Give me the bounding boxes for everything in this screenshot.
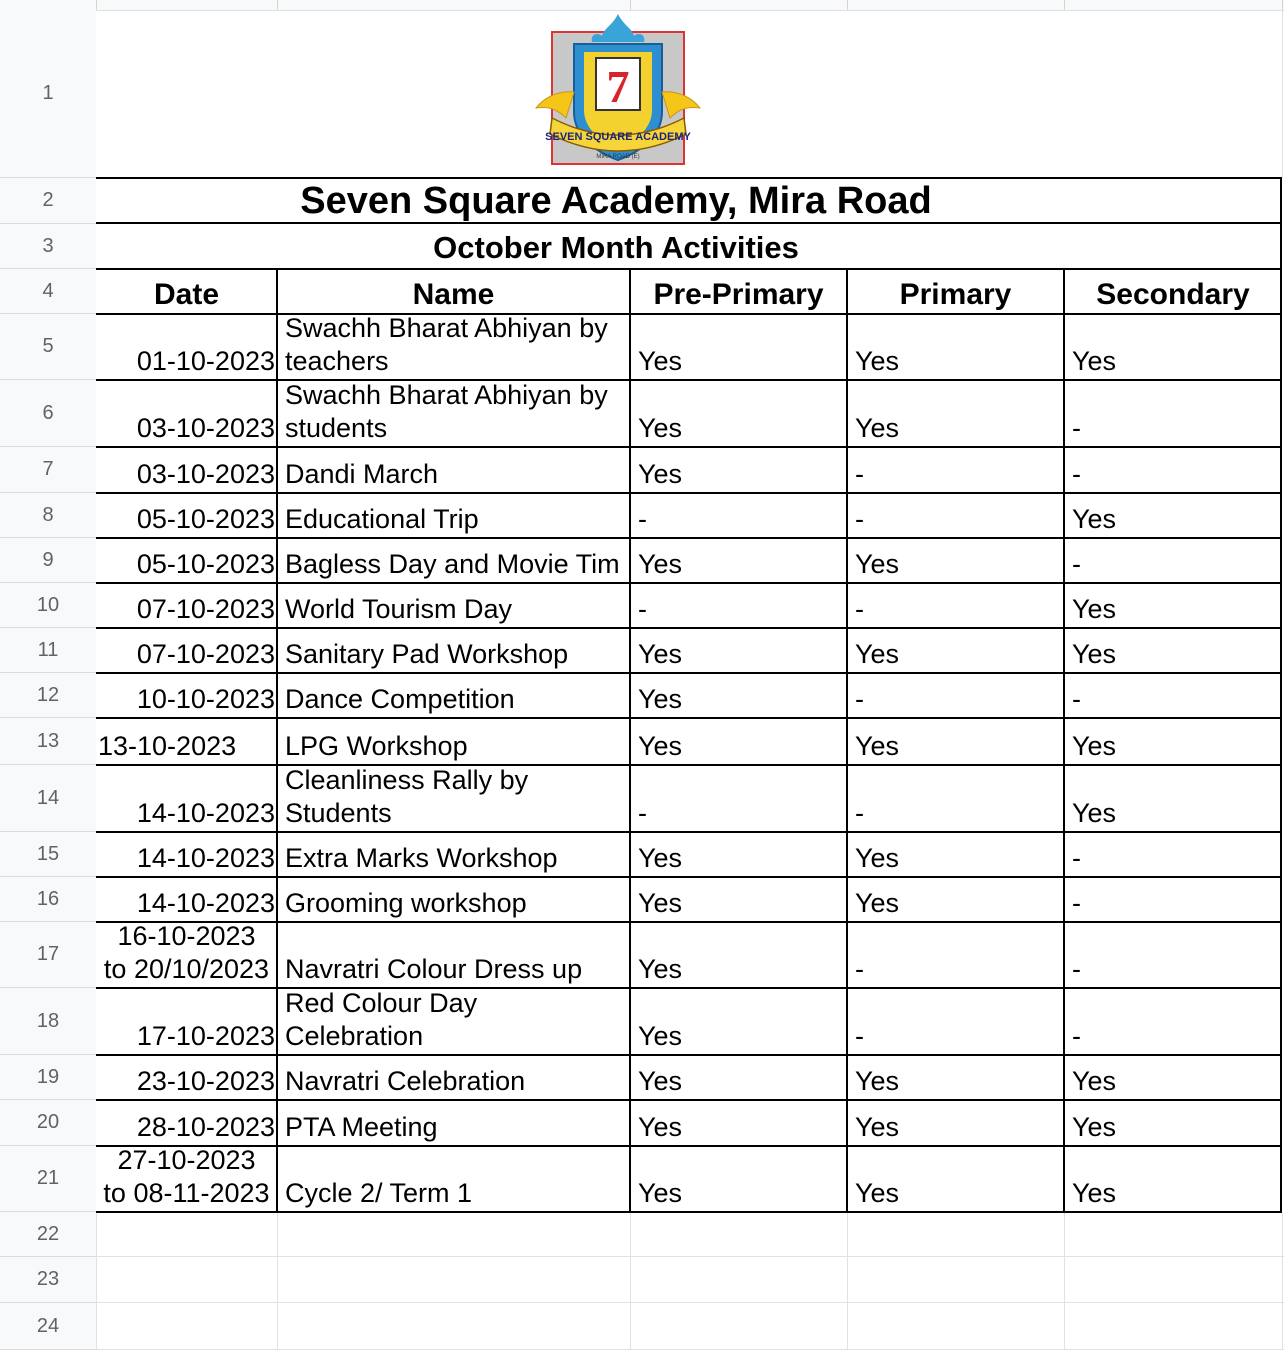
column-header-name[interactable]: Name <box>412 278 495 311</box>
activity-name-cell[interactable]: Navratri Colour Dress up <box>285 954 583 984</box>
secondary-cell[interactable]: Yes <box>1072 1066 1117 1096</box>
border <box>96 672 1282 674</box>
date-cell[interactable]: 03-10-2023 <box>136 459 275 489</box>
row-header[interactable]: 13 <box>0 718 96 765</box>
sheet-title: Seven Square Academy, Mira Road <box>300 180 932 222</box>
school-logo <box>532 12 704 172</box>
row-header[interactable]: 17 <box>0 922 96 988</box>
border <box>96 446 1282 448</box>
pre-primary-cell[interactable]: Yes <box>638 1066 683 1096</box>
row-header[interactable]: 20 <box>0 1100 96 1146</box>
date-cell[interactable]: 27-10-2023 to 08-11-2023 <box>103 1145 270 1208</box>
row-header[interactable]: 4 <box>0 269 96 314</box>
secondary-cell[interactable]: - <box>1072 954 1081 984</box>
border <box>846 268 848 1213</box>
secondary-cell[interactable]: - <box>1072 413 1081 443</box>
logo-number: 7 <box>606 61 630 112</box>
secondary-cell[interactable]: Yes <box>1072 731 1117 761</box>
gridline <box>630 1212 631 1350</box>
primary-cell[interactable]: Yes <box>855 413 900 443</box>
column-tick <box>1282 0 1283 10</box>
row-header[interactable]: 19 <box>0 1055 96 1100</box>
activity-name-cell[interactable]: Cleanliness Rally by Students <box>285 765 529 828</box>
gridline <box>96 1212 97 1350</box>
gridline <box>96 1256 1284 1257</box>
pre-primary-cell[interactable]: Yes <box>638 684 683 714</box>
date-cell[interactable]: 17-10-2023 <box>136 1021 275 1051</box>
primary-cell[interactable]: Yes <box>855 549 900 579</box>
secondary-cell[interactable]: Yes <box>1072 798 1117 828</box>
gridline <box>96 1302 1284 1303</box>
activity-name-cell[interactable]: Dance Competition <box>285 684 515 714</box>
row-header[interactable]: 18 <box>0 988 96 1055</box>
secondary-cell[interactable]: - <box>1072 888 1081 918</box>
date-cell[interactable]: 03-10-2023 <box>136 413 275 443</box>
secondary-cell[interactable]: - <box>1072 549 1081 579</box>
border <box>96 1099 1282 1101</box>
pre-primary-cell[interactable]: Yes <box>638 954 683 984</box>
row-header[interactable]: 24 <box>0 1303 96 1350</box>
date-cell[interactable]: 07-10-2023 <box>136 594 275 624</box>
primary-cell[interactable]: Yes <box>855 888 900 918</box>
pre-primary-cell[interactable]: - <box>638 798 647 828</box>
gridline <box>277 1212 278 1350</box>
primary-cell[interactable]: Yes <box>855 731 900 761</box>
secondary-cell[interactable]: - <box>1072 1021 1081 1051</box>
secondary-cell[interactable]: Yes <box>1072 346 1117 376</box>
row-header[interactable]: 7 <box>0 447 96 493</box>
pre-primary-cell[interactable]: Yes <box>638 1112 683 1142</box>
date-cell[interactable]: 05-10-2023 <box>136 504 275 534</box>
row-header[interactable]: 16 <box>0 877 96 922</box>
column-header-secondary[interactable]: Secondary <box>1096 278 1250 311</box>
activity-name-cell[interactable]: Grooming workshop <box>285 888 527 918</box>
gridline <box>1282 10 1283 178</box>
logo-sub: MIRA ROAD (E) <box>596 154 640 160</box>
row-header[interactable]: 12 <box>0 673 96 718</box>
row-header[interactable]: 14 <box>0 765 96 832</box>
primary-cell[interactable]: - <box>855 684 864 714</box>
column-tick <box>96 0 97 10</box>
secondary-cell[interactable]: Yes <box>1072 1178 1117 1208</box>
sheet-subtitle: October Month Activities <box>433 230 799 265</box>
primary-cell[interactable]: Yes <box>855 346 900 376</box>
border <box>96 492 1282 494</box>
border <box>96 1054 1282 1056</box>
border <box>96 717 1282 719</box>
activity-name-cell[interactable]: Navratri Celebration <box>285 1066 526 1096</box>
primary-cell[interactable]: - <box>855 504 864 534</box>
gridline <box>1064 1212 1065 1350</box>
row-header[interactable]: 3 <box>0 224 96 269</box>
border <box>96 764 1282 766</box>
activity-name-cell[interactable]: Red Colour Day Celebration <box>285 988 478 1051</box>
date-cell[interactable]: 07-10-2023 <box>136 639 275 669</box>
date-cell[interactable]: 28-10-2023 <box>136 1112 275 1142</box>
column-header-pre-primary[interactable]: Pre-Primary <box>653 278 824 311</box>
pre-primary-cell[interactable]: Yes <box>638 459 683 489</box>
pre-primary-cell[interactable]: Yes <box>638 1021 683 1051</box>
primary-cell[interactable]: Yes <box>855 639 900 669</box>
border <box>96 987 1282 989</box>
column-tick <box>1064 0 1065 10</box>
border <box>96 876 1282 878</box>
gridline <box>847 1212 848 1350</box>
date-cell[interactable]: 13-10-2023 <box>98 731 237 761</box>
date-cell[interactable]: 14-10-2023 <box>136 888 275 918</box>
column-tick <box>630 0 631 10</box>
secondary-cell[interactable]: Yes <box>1072 504 1117 534</box>
border <box>276 268 278 1213</box>
column-tick <box>847 0 848 10</box>
pre-primary-cell[interactable]: - <box>638 594 647 624</box>
activity-name-cell[interactable]: Educational Trip <box>285 504 479 534</box>
border <box>96 582 1282 584</box>
primary-cell[interactable]: Yes <box>855 1066 900 1096</box>
date-cell[interactable]: 23-10-2023 <box>136 1066 275 1096</box>
activity-name-cell[interactable]: Bagless Day and Movie Tim <box>285 549 620 579</box>
border <box>96 268 1282 270</box>
pre-primary-cell[interactable]: Yes <box>638 1178 683 1208</box>
border <box>96 379 1282 381</box>
border <box>629 268 631 1213</box>
border <box>96 177 1282 179</box>
column-header-primary[interactable]: Primary <box>899 278 1012 311</box>
pre-primary-cell[interactable]: Yes <box>638 346 683 376</box>
border <box>96 831 1282 833</box>
activity-name-cell[interactable]: Swachh Bharat Abhiyan by students <box>285 380 608 443</box>
date-cell[interactable]: 14-10-2023 <box>136 843 275 873</box>
pre-primary-cell[interactable]: Yes <box>638 639 683 669</box>
border <box>96 537 1282 539</box>
primary-cell[interactable]: Yes <box>855 1178 900 1208</box>
activity-name-cell[interactable]: Swachh Bharat Abhiyan by teachers <box>285 313 608 376</box>
secondary-cell[interactable]: Yes <box>1072 594 1117 624</box>
activity-name-cell[interactable]: Extra Marks Workshop <box>285 843 558 873</box>
date-cell[interactable]: 10-10-2023 <box>136 684 275 714</box>
date-cell[interactable]: 01-10-2023 <box>136 346 275 376</box>
logo-name: SEVEN SQUARE ACADEMY <box>545 131 691 143</box>
activity-name-cell[interactable]: PTA Meeting <box>285 1112 438 1142</box>
row-header[interactable]: 9 <box>0 538 96 583</box>
pre-primary-cell[interactable]: Yes <box>638 888 683 918</box>
column-header-date[interactable]: Date <box>153 278 220 311</box>
border <box>96 222 1282 224</box>
row-header[interactable]: 6 <box>0 380 96 447</box>
row-header[interactable]: 23 <box>0 1257 96 1303</box>
primary-cell[interactable]: - <box>855 459 864 489</box>
row-header[interactable]: 21 <box>0 1146 96 1212</box>
border <box>96 627 1282 629</box>
primary-cell[interactable]: - <box>855 594 864 624</box>
border <box>1063 268 1065 1213</box>
secondary-cell[interactable]: - <box>1072 843 1081 873</box>
secondary-cell[interactable]: Yes <box>1072 639 1117 669</box>
row-header[interactable]: 10 <box>0 583 96 628</box>
primary-cell[interactable]: - <box>855 1021 864 1051</box>
primary-cell[interactable]: Yes <box>855 843 900 873</box>
border <box>1280 177 1282 1213</box>
primary-cell[interactable]: - <box>855 798 864 828</box>
secondary-cell[interactable]: - <box>1072 459 1081 489</box>
activity-name-cell[interactable]: LPG Workshop <box>285 731 468 761</box>
column-header-strip <box>0 0 1284 11</box>
primary-cell[interactable]: - <box>855 954 864 984</box>
activity-name-cell[interactable]: World Tourism Day <box>285 594 513 624</box>
primary-cell[interactable]: Yes <box>855 1112 900 1142</box>
secondary-cell[interactable]: - <box>1072 684 1081 714</box>
activity-name-cell[interactable]: Cycle 2/ Term 1 <box>285 1178 473 1208</box>
activity-name-cell[interactable]: Dandi March <box>285 459 439 489</box>
gridline <box>1282 1212 1283 1350</box>
border <box>96 1211 1282 1213</box>
row-header[interactable]: 22 <box>0 1212 96 1257</box>
date-cell[interactable]: 05-10-2023 <box>136 549 275 579</box>
pre-primary-cell[interactable]: Yes <box>638 843 683 873</box>
row-header[interactable]: 15 <box>0 832 96 877</box>
row-header[interactable]: 8 <box>0 493 96 538</box>
pre-primary-cell[interactable]: - <box>638 504 647 534</box>
secondary-cell[interactable]: Yes <box>1072 1112 1117 1142</box>
pre-primary-cell[interactable]: Yes <box>638 549 683 579</box>
column-tick <box>277 0 278 10</box>
row-header[interactable]: 2 <box>0 178 96 224</box>
row-header[interactable]: 5 <box>0 314 96 380</box>
date-cell[interactable]: 16-10-2023 to 20/10/2023 <box>103 921 270 984</box>
pre-primary-cell[interactable]: Yes <box>638 731 683 761</box>
activity-name-cell[interactable]: Sanitary Pad Workshop <box>285 639 569 669</box>
row-header[interactable]: 11 <box>0 628 96 673</box>
pre-primary-cell[interactable]: Yes <box>638 413 683 443</box>
date-cell[interactable]: 14-10-2023 <box>136 798 275 828</box>
row-header[interactable]: 1 <box>0 10 96 178</box>
